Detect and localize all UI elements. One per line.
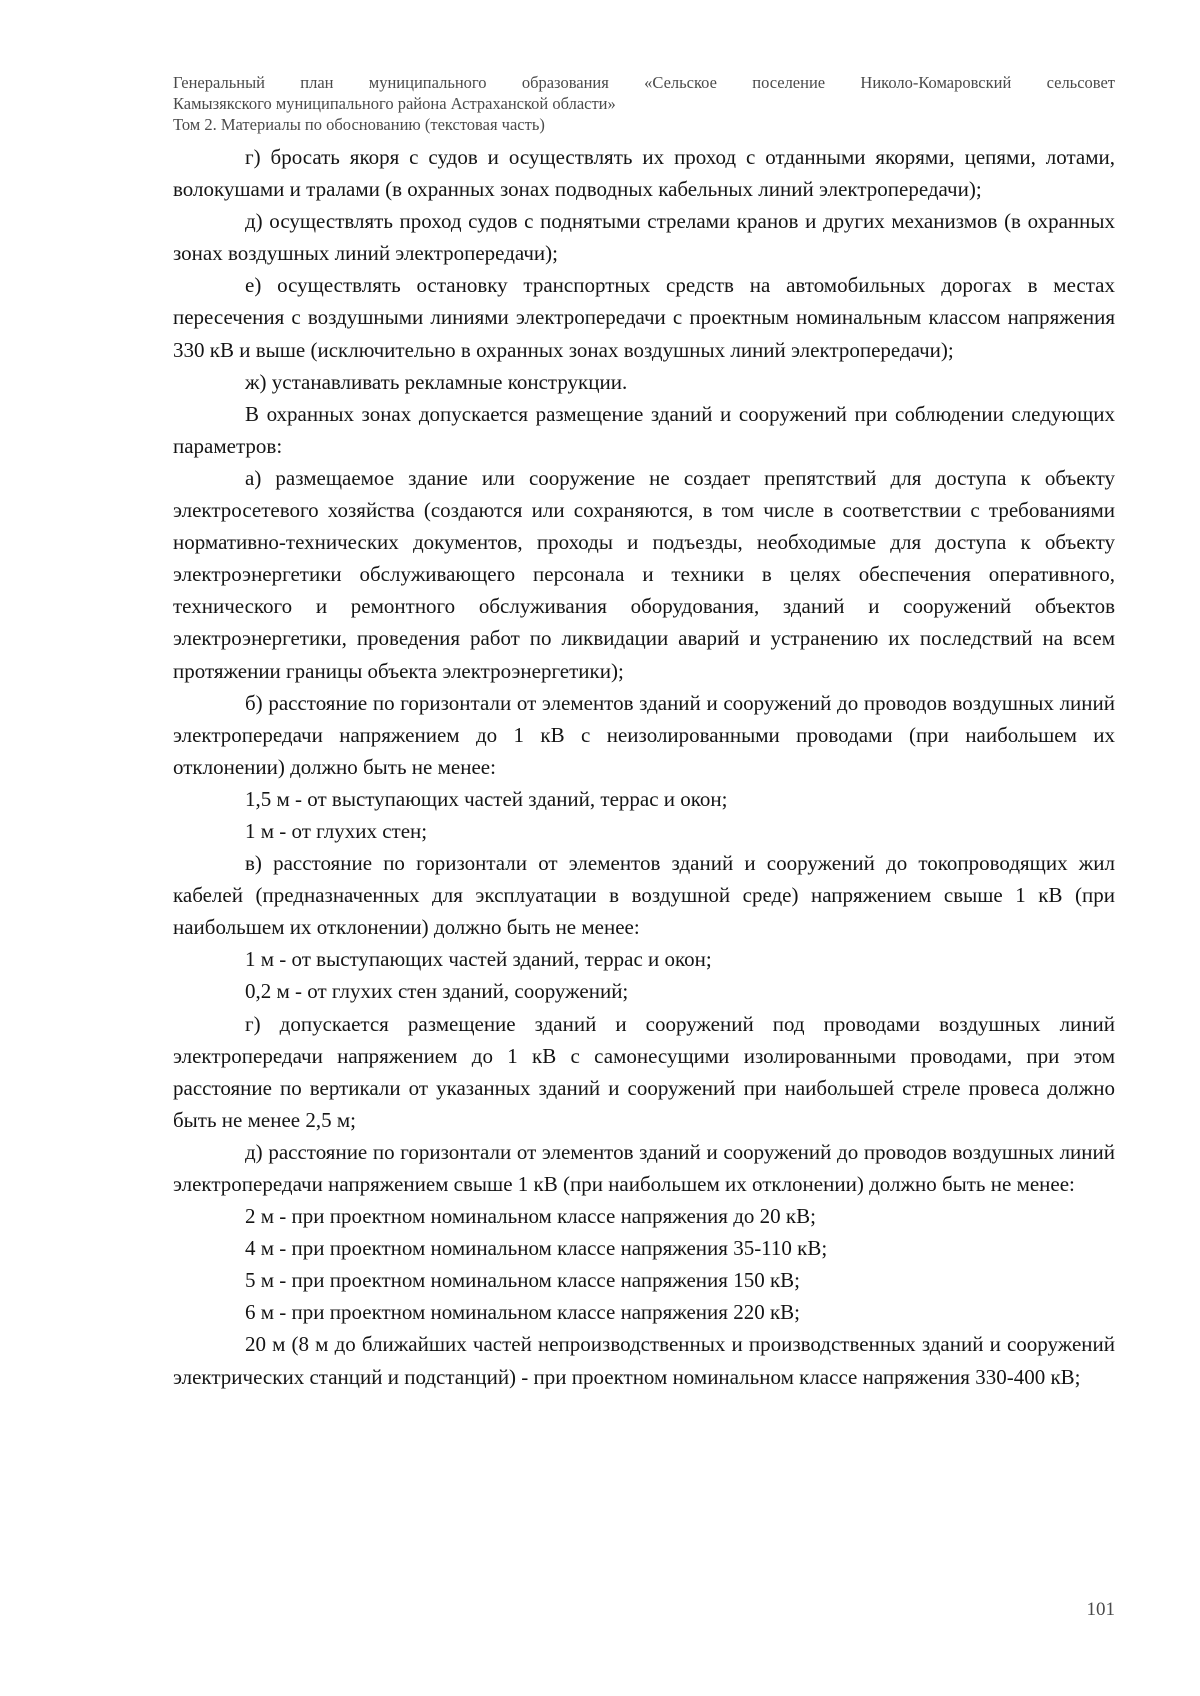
paragraph: 1 м - от выступающих частей зданий, террас и окон; <box>245 947 712 972</box>
paragraph: ж) устанавливать рекламные конструкции. <box>245 369 628 394</box>
paragraph: 2 м - при проектном номинальном классе напряжения до 20 кВ; <box>245 1204 816 1229</box>
paragraph: 1 м - от глухих стен; <box>245 818 428 843</box>
paragraph: д) расстояние по горизонтали от элементов зданий и сооружений до проводов воздушных линий электропередачи напряжением свыше 1 кВ (при наибольшем их отклонении) должно быть не менее: <box>173 1139 1115 1196</box>
paragraph: г) допускается размещение зданий и сооружений под проводами воздушных линий электропередачи напряжением до 1 кВ с самонесущими изолированными проводами, при этом расстояние по вертикали от указанных зданий и сооружений при наибольшей стреле провеса должно быть не менее 2,5 м; <box>173 1011 1115 1132</box>
paragraph: д) осуществлять проход судов с поднятыми стрелами кранов и других механизмов (в охранных зонах воздушных линий электропередачи); <box>173 209 1115 266</box>
paragraph: в) расстояние по горизонтали от элементов зданий и сооружений до токопроводящих жил кабелей (предназначенных для эксплуатации в воздушной среде) напряжением свыше 1 кВ (при наибольшем их отклонении) должно быть не менее: <box>173 851 1115 940</box>
page-number: 101 <box>1086 1599 1115 1620</box>
paragraph: 6 м - при проектном номинальном классе напряжения 220 кВ; <box>245 1300 800 1325</box>
header-line-2: Камызякского муниципального района Астраханской области» <box>173 94 616 113</box>
body-text <box>173 141 1115 1393</box>
paragraph: б) расстояние по горизонтали от элементов зданий и сооружений до проводов воздушных линий электропередачи напряжением до 1 кВ с неизолированными проводами (при наибольшем их отклонении) должно быть не менее: <box>173 690 1115 779</box>
paragraph: 20 м (8 м до ближайших частей непроизводственных и производственных зданий и сооружений электрических станций и подстанций) - при проектном номинальном классе напряжения 330-400 кВ; <box>173 1332 1115 1389</box>
paragraph: 4 м - при проектном номинальном классе напряжения 35-110 кВ; <box>245 1236 828 1261</box>
running-header <box>173 72 1115 135</box>
paragraph: а) размещаемое здание или сооружение не создает препятствий для доступа к объекту электросетевого хозяйства (создаются или сохраняются, в том числе в соответствии с требованиями нормативно-технических документов, проходы и подъезды, необходимые для доступа к объекту электроэнергетики обслуживающего персонала и техники в целях обеспечения оперативного, технического и ремонтного обслуживания оборудования, зданий и сооружений объектов электроэнергетики, проведения работ по ликвидации аварий и устранению их последствий на всем протяжении границы объекта электроэнергетики); <box>173 465 1115 683</box>
paragraph: 1,5 м - от выступающих частей зданий, террас и окон; <box>245 786 728 811</box>
header-line-3: Том 2. Материалы по обоснованию (текстовая часть) <box>173 115 545 134</box>
header-line-1: Генеральный план муниципального образования «Сельское поселение Николо-Комаровский сельсовет <box>173 73 1115 92</box>
paragraph: г) бросать якоря с судов и осуществлять их проход с отданными якорями, цепями, лотами, волокушами и тралами (в охранных зонах подводных кабельных линий электропередачи); <box>173 145 1115 202</box>
paragraph: 5 м - при проектном номинальном классе напряжения 150 кВ; <box>245 1268 800 1293</box>
paragraph: 0,2 м - от глухих стен зданий, сооружений; <box>245 979 629 1004</box>
paragraph: е) осуществлять остановку транспортных средств на автомобильных дорогах в местах пересечения с воздушными линиями электропередачи с проектным номинальным классом напряжения 330 кВ и выше (исключительно в охранных зонах воздушных линий электропередачи); <box>173 273 1115 362</box>
paragraph: В охранных зонах допускается размещение зданий и сооружений при соблюдении следующих параметров: <box>173 401 1115 458</box>
